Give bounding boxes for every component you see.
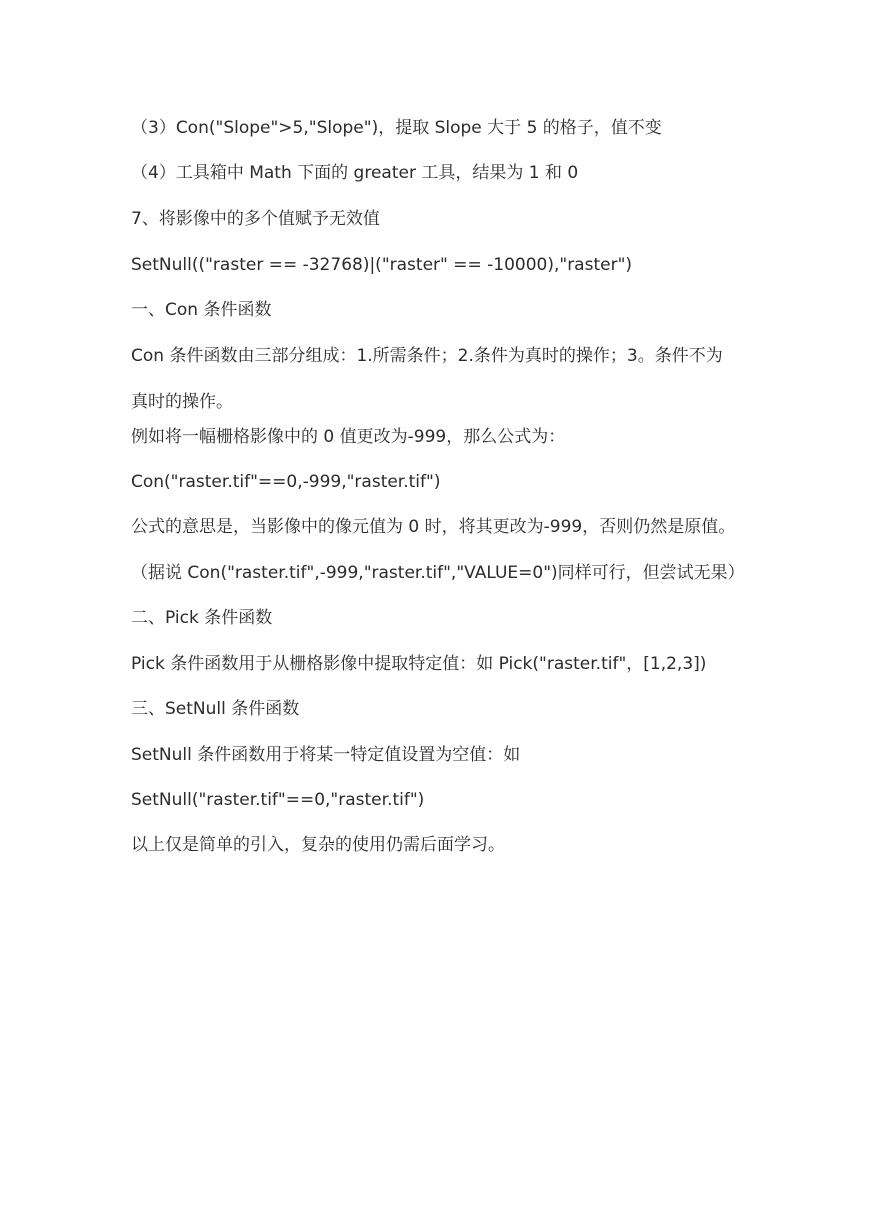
pick-function-heading: 二、Pick 条件函数 <box>131 608 273 628</box>
con-slope-example: （3）Con("Slope">5,"Slope")，提取 Slope 大于 5 的格子，值不变 <box>131 118 662 138</box>
setnull-example-code: SetNull("raster.tif"==0,"raster.tif") <box>131 790 425 810</box>
pick-description: Pick 条件函数用于从栅格影像中提取特定值：如 Pick("raster.tif"，[1,2,3]) <box>131 654 707 674</box>
con-function-heading: 一、Con 条件函数 <box>131 300 272 320</box>
con-example-intro: 例如将一幅栅格影像中的 0 值更改为-999，那么公式为： <box>131 427 566 447</box>
closing-note: 以上仅是简单的引入，复杂的使用仍需后面学习。 <box>131 835 505 855</box>
con-example-code: Con("raster.tif"==0,-999,"raster.tif") <box>131 472 441 492</box>
con-description-line-1: Con 条件函数由三部分组成：1.所需条件；2.条件为真时的操作；3。条件不为 <box>131 346 723 366</box>
math-greater-tool-note: （4）工具箱中 Math 下面的 greater 工具，结果为 1 和 0 <box>131 163 579 183</box>
section-7-heading: 7、将影像中的多个值赋予无效值 <box>131 209 380 229</box>
con-description-line-2: 真时的操作。 <box>131 392 233 412</box>
setnull-function-heading: 三、SetNull 条件函数 <box>131 699 300 719</box>
con-example-explanation: 公式的意思是，当影像中的像元值为 0 时，将其更改为-999，否则仍然是原值。 <box>131 517 736 537</box>
con-alternative-note: （据说 Con("raster.tif",-999,"raster.tif","VALUE=0")同样可行，但尝试无果） <box>131 563 745 583</box>
setnull-description: SetNull 条件函数用于将某一特定值设置为空值：如 <box>131 745 521 765</box>
setnull-multi-value-code: SetNull(("raster == -32768)|("raster" == -10000),"raster") <box>131 255 633 275</box>
